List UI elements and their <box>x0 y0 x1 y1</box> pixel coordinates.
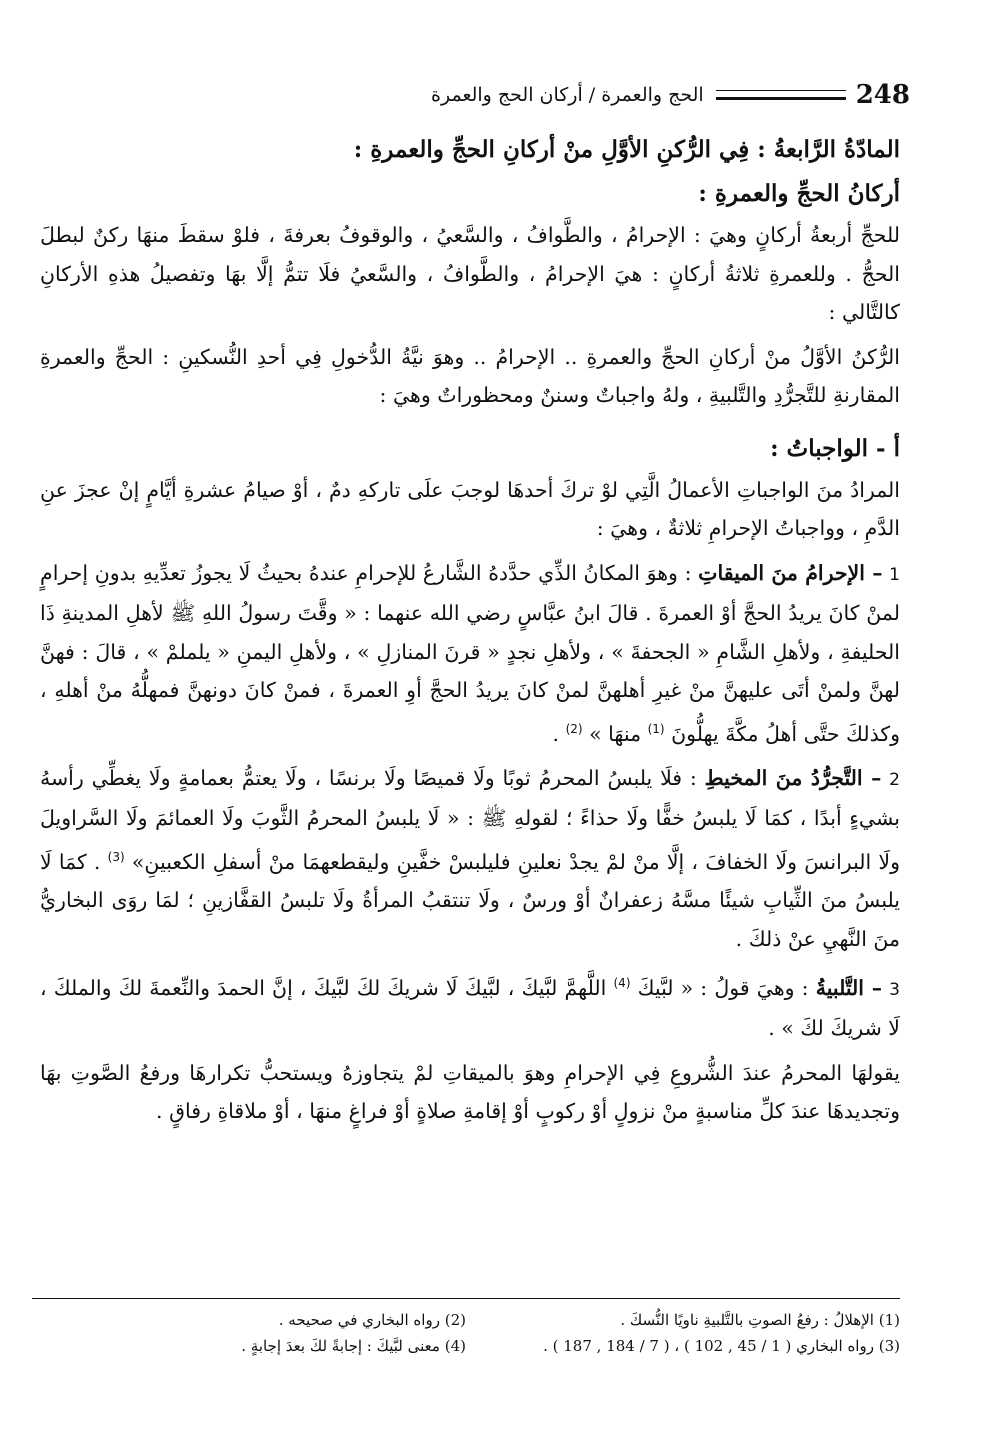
footnote-number: (2) <box>444 1311 466 1329</box>
footnote-row <box>32 1333 900 1359</box>
footnotes <box>32 1298 900 1359</box>
page-header <box>30 78 910 112</box>
paragraph-first-pillar: الرُّكنُ الأوَّلُ منْ أركانِ الحجِّ والعمرةِ .. الإحرامُ .. وهوَ نيَّةُ الدُّخولِ فِي أحدِ النُّسكينِ : الحجِّ والعمرةِ المقارنةِ للتَّجرُّدِ والتَّلبيةِ ، ولهُ واجباتٌ وسننٌ ومحظوراتٌ وهيَ : <box>40 344 900 407</box>
footnote-ref: (4) <box>613 976 631 991</box>
footnote-number: (3) <box>878 1337 900 1355</box>
footnote-2 <box>32 1307 466 1333</box>
item-title: – الإحرامُ منَ الميقاتِ <box>698 560 883 585</box>
footnote-text: رواه البخاري ( 1 / 45 , 102 ) ، ( 7 / 184 , 187 ) . <box>543 1337 874 1355</box>
item-title: – التَّجرُّدُ منَ المخيطِ <box>704 765 882 790</box>
item-text: منهَا » <box>589 721 642 746</box>
paragraph-intro: للحجِّ أربعةُ أركانٍ وهيَ : الإحرامُ ، والطَّوافُ ، والسَّعيُ ، والوقوفُ بعرفةَ ، فلوْ سقطَ منهَا ركنٌ لبطلَ الحجُّ . وللعمرةِ ثلاثةُ أركانٍ : هيَ الإحرامُ ، والطَّوافُ ، والسَّعيُ فلَا تتمُّ إلَّا بهَا وتفصيلُ هذهِ الأركانِ كالتَّالي : <box>40 223 900 324</box>
subsection-title: أركانُ الحجِّ والعمرةِ : <box>698 180 900 207</box>
item-text: اللَّهمَّ لبَّيكَ ، لبَّيكَ لَا شريكَ لكَ لبَّيكَ ، إنَّ الحمدَ والنِّعمةَ لكَ والملكَ ، لَا شريكَ لكَ » . <box>40 975 900 1041</box>
item-text: : فلَا يلبسُ المحرمُ ثوبًا ولَا قميصًا ولَا برنسًا ، ولَا يعتمُّ بعمامةٍ ولَا يغطِّي رأسهُ بشيءٍ أبدًا ، كمَا لَا يلبسُ خفًّا ولَا حذاءً ؛ لقولهِ ﷺ : « لَا يلبسُ المحرمُ الثَّوبَ ولَا العمائمَ ولَا السَّراويلَ ولَا البرانسَ ولَا الخفافَ ، إلَّا منْ لمْ يجدْ نعلينِ فليلبسْ خفَّينِ وليقطعهمَا منْ أسفلِ الكعبينِ» <box>40 765 900 874</box>
footnote-text: الإهلالُ : رفعُ الصوتِ بالتَّلبيةِ ناويًا النُّسكَ . <box>620 1311 874 1329</box>
item-number: 1 <box>889 564 900 585</box>
list-item-ihram-miqat <box>40 554 900 753</box>
footnote-4 <box>32 1333 466 1359</box>
footnote-text: معنى لبَّيكَ : إجابةً لكَ بعدَ إجابةٍ . <box>241 1337 440 1355</box>
list-item-talbiya <box>40 964 900 1048</box>
item-text: . <box>552 721 560 746</box>
footnote-number: (1) <box>878 1311 900 1329</box>
header-rule <box>716 90 846 100</box>
wajibat-title: أ - الواجباتُ : <box>770 434 900 462</box>
item-text: : وهوَ المكانُ الذِّي حدَّدهُ الشَّارعُ للإحرامِ عندهُ بحيثُ لَا يجوزُ تعدِّيهِ بدونِ إحرامٍ لمنْ كانَ يريدُ الحجَّ أوْ العمرةَ . قالَ ابنُ عبَّاسٍ رضي الله عنهما : « وقَّتَ رسولُ اللهِ ﷺ لأهلِ المدينةِ ذَا الحليفةِ ، ولأهلِ الشَّامِ « الجحفةَ » ، ولأهلِ نجدٍ « قرنَ المنازلِ » ، ولأهلِ اليمنِ « يلملمْ » ، قالَ : فهنَّ لهنَّ ولمنْ أتَى عليهنَّ منْ غيرِ أهلهنَّ لمنْ كانَ يريدُ الحجَّ أوِ العمرةَ ، فمنْ كانَ دونهنَّ فمهلُّهُ منْ أهلهِ ، وكذلكَ حتَّى أهلُ مكَّةَ يهلُّونَ <box>40 560 900 746</box>
section-title: المادّةُ الرَّابعةُ : فِي الرُّكنِ الأوَّلِ منْ أركانِ الحجِّ والعمرةِ : <box>353 136 900 163</box>
footnote-row <box>32 1307 900 1333</box>
footnote-number: (4) <box>444 1337 466 1355</box>
list-item-tajarrud <box>40 759 900 958</box>
running-title: الحج والعمرة / أركان الحج والعمرة <box>431 84 704 106</box>
footnote-ref: (1) <box>647 721 665 736</box>
paragraph-wajibat-definition: المرادُ منَ الواجباتِ الأعمالُ الَّتِي لوْ تركَ أحدهَا لوجبَ علَى تاركهِ دمٌ ، أوْ صيامُ عشرةِ أيَّامٍ إنْ عجزَ عنِ الدَّمِ ، وواجباتُ الإحرامِ ثلاثةٌ ، وهيَ : <box>40 477 900 540</box>
page-body <box>40 128 900 1131</box>
footnote-ref: (2) <box>565 721 583 736</box>
footnote-rule <box>32 1298 900 1299</box>
footnote-1 <box>466 1307 900 1333</box>
item-text: : وهيَ قولُ : « لبَّيكَ <box>637 975 809 1000</box>
footnote-ref: (3) <box>107 849 125 864</box>
item-number: 2 <box>889 769 900 790</box>
paragraph-talbiya-usage: يقولهَا المحرمُ عندَ الشُّروعِ فِي الإحرامِ وهوَ بالميقاتِ لمْ يتجاوزهُ ويستحبُّ تكرارهَا ورفعُ الصَّوتِ بهَا وتجديدهَا عندَ كلِّ مناسبةٍ منْ نزولٍ أوْ ركوبٍ أوْ إقامةِ صلاةٍ أوْ فراغٍ منهَا ، أوْ ملاقاةِ رفاقٍ . <box>40 1060 900 1124</box>
page-number: 248 <box>855 80 910 110</box>
item-number: 3 <box>889 979 900 1000</box>
footnote-3 <box>466 1333 900 1359</box>
footnote-text: رواه البخاري في صحيحه . <box>278 1311 440 1329</box>
item-text: . كمَا لَا يلبسُ منَ الثِّيابِ شيئًا مسَّهُ زعفرانٌ أوْ ورسٌ ، ولَا تنتقبُ المرأةُ ولَا تلبسُ القفَّازينِ ؛ لمَا روَى البخاريُّ منَ النَّهيِ عنْ ذلكَ . <box>40 849 900 951</box>
item-title: – التَّلبيةُ <box>815 975 882 1000</box>
